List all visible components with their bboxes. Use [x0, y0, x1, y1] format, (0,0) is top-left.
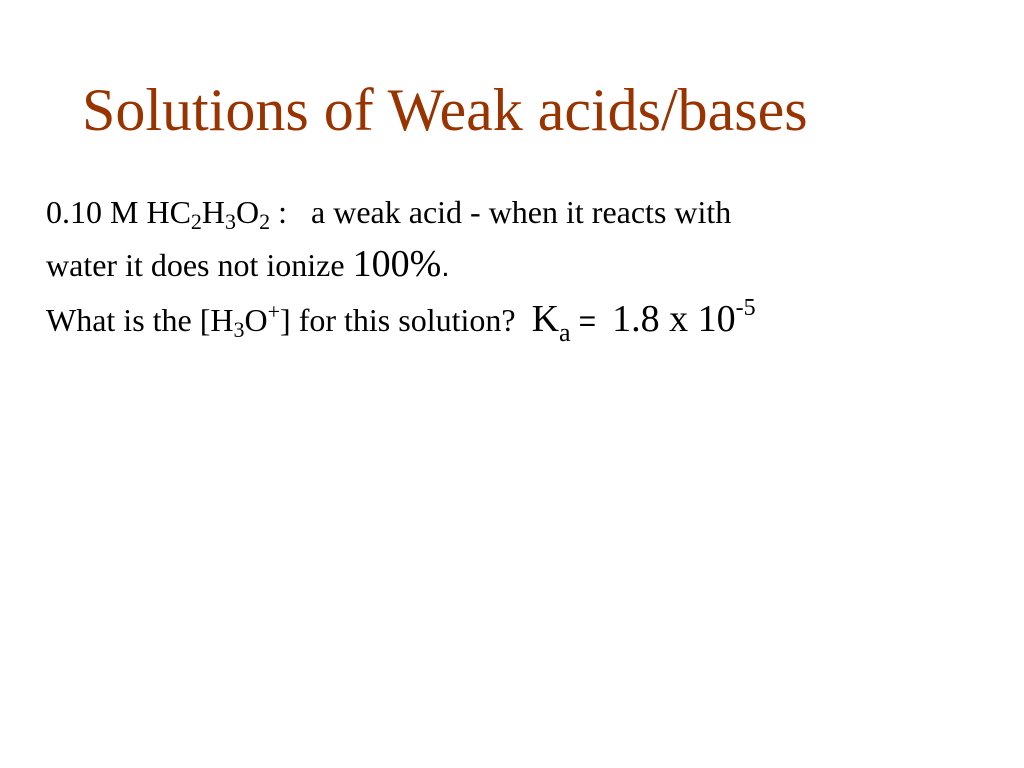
formula-part-h: H [201, 194, 226, 230]
formula-separator: : [270, 194, 288, 230]
hydronium-o: O [244, 302, 268, 338]
body-line-2 [46, 238, 996, 293]
ka-subscript: a [559, 318, 571, 347]
question-end: ] for this solution? [280, 302, 516, 338]
ka-expression [531, 295, 756, 347]
body-line-1 [46, 186, 996, 238]
percent-value: 100% [352, 243, 442, 285]
period: . [441, 250, 450, 283]
hydronium-charge: + [267, 299, 281, 324]
body-line-3 [46, 293, 996, 348]
concentration: 0.10 M [46, 194, 139, 230]
question-start: What is the [H [46, 302, 234, 338]
ka-equals: = [578, 305, 597, 338]
description-text: a weak acid - when it reacts with [311, 194, 732, 230]
ionize-text: water it does not ionize [46, 247, 353, 283]
formula-subscript: 2 [190, 209, 202, 234]
chemical-formula [146, 194, 271, 234]
hydronium-subscript: 3 [233, 317, 245, 342]
slide-body [46, 186, 996, 348]
slide-title: Solutions of Weak acids/bases [82, 77, 808, 143]
formula-subscript: 3 [225, 209, 237, 234]
ka-symbol: K [531, 298, 560, 340]
ka-exponent: -5 [735, 295, 756, 321]
ka-value: 1.8 x 10 [612, 298, 736, 340]
formula-subscript: 2 [259, 209, 271, 234]
formula-part-o: O [236, 194, 260, 230]
formula-part-hc: HC [146, 194, 191, 230]
